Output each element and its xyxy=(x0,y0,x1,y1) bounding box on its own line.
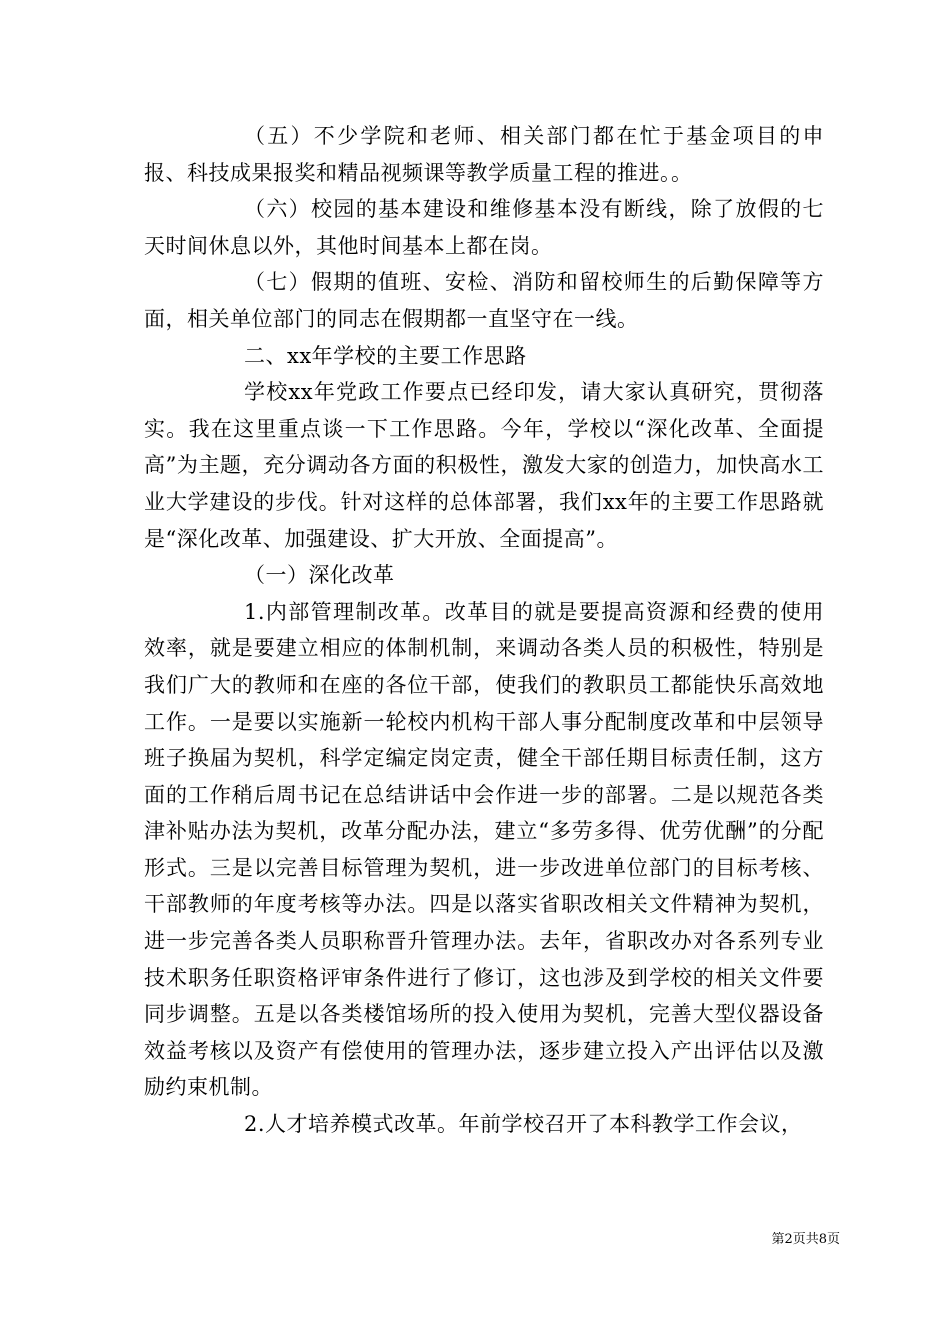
section-two-intro: 学校xx年党政工作要点已经印发，请大家认真研究，贯彻落实。我在这里重点谈一下工作思路。今年，学校以“深化改革、全面提高”为主题，充分调动各方面的积极性，激发大家的创造力，加快高水工业大学建设的步伐。针对这样的总体部署，我们xx年的主要工作思路就是“深化改革、加强建设、扩大开放、全面提高”。 xyxy=(144,380,824,551)
item-two-paragraph: 2.人才培养模式改革。年前学校召开了本科教学工作会议， xyxy=(244,1112,803,1137)
item-one-paragraph: 1.内部管理制改革。改革目的就是要提高资源和经费的使用效率，就是要建立相应的体制机制，来调动各类人员的积极性，特别是我们广大的教师和在座的各位干部，使我们的教职员工都能快乐高效地工作。一是要以实施新一轮校内机构干部人事分配制度改革和中层领导班子换届为契机，科学定编定岗定责，健全干部任期目标责任制，这方面的工作稍后周书记在总结讲话中会作进一步的部署。二是以规范各类津补贴办法为契机，改革分配办法，建立“多劳多得、优劳优酬”的分配形式。三是以完善目标管理为契机，进一步改进单位部门的目标考核、干部教师的年度考核等办法。四是以落实省职改相关文件精神为契机，进一步完善各类人员职称晋升管理办法。去年，省职改办对各系列专业技术职务任职资格评审条件进行了修订，这也涉及到学校的相关文件要同步调整。五是以各类楼馆场所的投入使用为契机，完善大型仪器设备效益考核以及资产有偿使用的管理办法，逐步建立投入产出评估以及激励约束机制。 xyxy=(144,599,824,1100)
document-body xyxy=(144,118,824,1143)
paragraph-five: （五）不少学院和老师、相关部门都在忙于基金项目的申报、科技成果报奖和精品视频课等教学质量工程的推进。。 xyxy=(144,124,824,185)
paragraph-seven: （七）假期的值班、安检、消防和留校师生的后勤保障等方面，相关单位部门的同志在假期都一直坚守在一线。 xyxy=(144,270,824,331)
subsection-one-heading: （一）深化改革 xyxy=(244,563,395,588)
section-two-heading: 二、xx年学校的主要工作思路 xyxy=(244,343,527,368)
page-number-footer: 第2页共8页 xyxy=(771,1232,840,1247)
paragraph-six: （六）校园的基本建设和维修基本没有断线，除了放假的七天时间休息以外，其他时间基本上都在岗。 xyxy=(144,197,824,258)
